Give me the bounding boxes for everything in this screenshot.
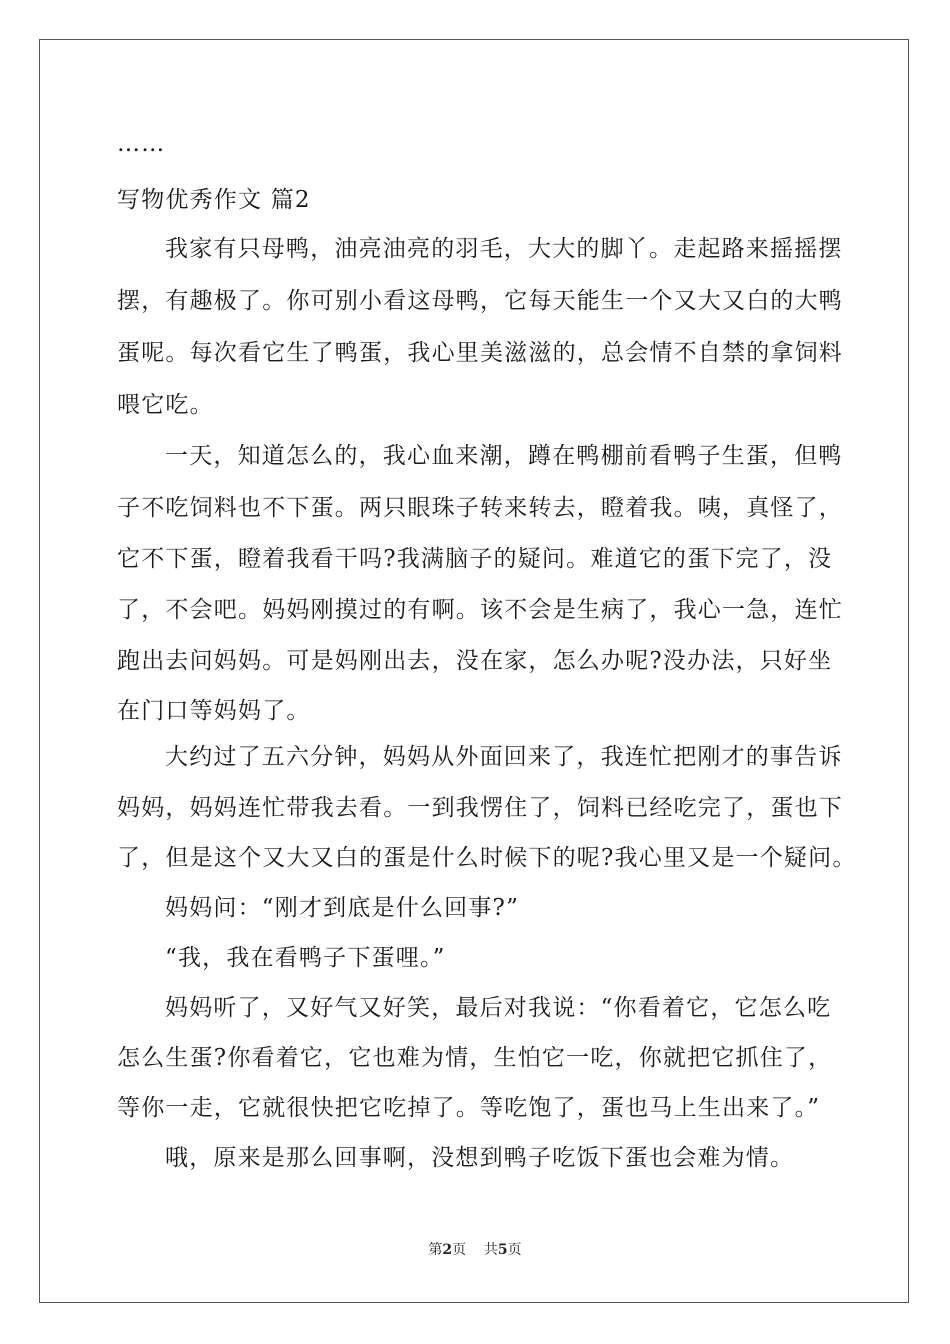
paragraph-line: 等你一走，它就很快把它吃掉了。等吃饱了，蛋也马上生出来了。” — [117, 1095, 821, 1121]
paragraph-line: 哦，原来是那么回事啊，没想到鸭子吃饭下蛋也会难为情。 — [165, 1145, 795, 1171]
paragraph-line: 在门口等妈妈了。 — [117, 698, 311, 724]
page-prefix: 第 — [428, 1242, 443, 1258]
page-footer — [0, 1240, 950, 1260]
paragraph-line: 蛋呢。每次看它生了鸭蛋，我心里美滋滋的，总会情不自禁的拿饲料 — [117, 340, 843, 366]
total-pages: 5 — [497, 1242, 508, 1258]
paragraph-line: 摆，有趣极了。你可别小看这母鸭，它每天能生一个又大又白的大鸭 — [117, 288, 843, 314]
paragraph-line: 一天，知道怎么的，我心血来潮，蹲在鸭棚前看鸭子生蛋，但鸭 — [165, 443, 843, 469]
paragraph-line: 它不下蛋，瞪着我看干吗?我满脑子的疑问。难道它的蛋下完了，没 — [117, 546, 833, 572]
paragraph-line: 大约过了五六分钟，妈妈从外面回来了，我连忙把刚才的事告诉 — [165, 744, 843, 770]
essay-heading: 写物优秀作文 篇2 — [117, 187, 311, 213]
paragraph-line: 妈妈，妈妈连忙带我去看。一到我愣住了，饲料已经吃完了，蛋也下 — [117, 795, 843, 821]
page-number: 2 — [442, 1242, 453, 1258]
dialogue-line: 妈妈问：“刚才到底是什么回事?” — [165, 895, 520, 921]
paragraph-line: 跑出去问妈妈。可是妈刚出去，没在家，怎么办呢?没办法，只好坐 — [117, 648, 833, 674]
total-suffix: 页 — [507, 1242, 522, 1258]
total-prefix: 共 — [483, 1242, 498, 1258]
paragraph-line: 我家有只母鸭，油亮油亮的羽毛，大大的脚丫。走起路来摇摇摆 — [165, 236, 843, 262]
paragraph-line: 怎么生蛋?你看着它，它也难为情，生怕它一吃，你就把它抓住了， — [117, 1045, 833, 1071]
paragraph-line: 了，但是这个又大又白的蛋是什么时候下的呢?我心里又是一个疑问。 — [117, 845, 857, 871]
page-suffix: 页 — [452, 1242, 467, 1258]
ellipsis-text: …… — [117, 131, 166, 157]
paragraph-line: 妈妈听了，又好气又好笑，最后对我说：“你看着它，它怎么吃 — [165, 995, 832, 1021]
paragraph-line: 了，不会吧。妈妈刚摸过的有啊。该不会是生病了，我心一急，连忙 — [117, 597, 843, 623]
paragraph-line: 喂它吃。 — [117, 392, 214, 418]
paragraph-line: 子不吃饲料也不下蛋。两只眼珠子转来转去，瞪着我。咦，真怪了， — [117, 495, 843, 521]
dialogue-line: “我，我在看鸭子下蛋哩。” — [165, 945, 446, 971]
